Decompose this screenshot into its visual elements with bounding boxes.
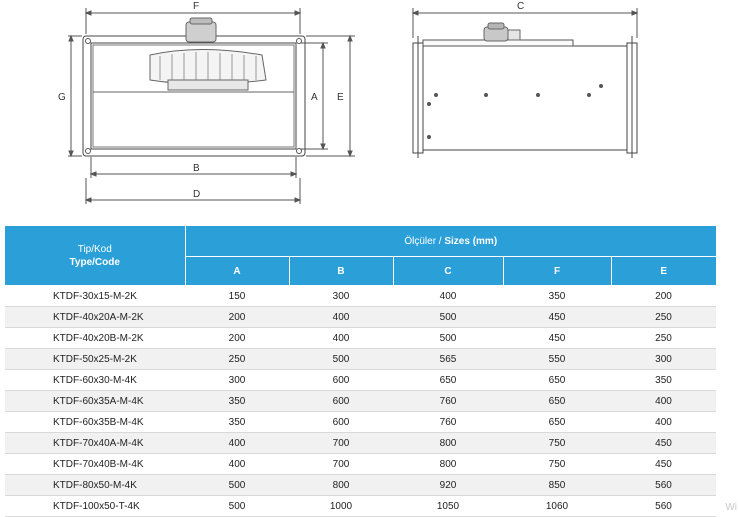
column-header-a: A: [185, 257, 289, 286]
size-cell-e: 450: [611, 454, 716, 475]
size-cell-f: 450: [503, 307, 611, 328]
dim-label-D: D: [193, 189, 201, 200]
size-cell-e: 560: [611, 475, 716, 496]
dim-label-G: G: [58, 92, 66, 103]
size-cell-c: 920: [393, 475, 503, 496]
size-cell-b: 600: [289, 370, 393, 391]
size-cell-a: 350: [185, 391, 289, 412]
size-cell-c: 500: [393, 307, 503, 328]
dim-label-C: C: [517, 1, 525, 12]
table-row: [5, 349, 716, 370]
size-cell-f: 850: [503, 475, 611, 496]
size-cell-c: 500: [393, 328, 503, 349]
watermark-text: Wi: [725, 502, 737, 513]
table-row: [5, 433, 716, 454]
sizes-header-tr: Ölçüler /: [404, 235, 445, 247]
table-row: [5, 475, 716, 496]
type-header-en: Type/Code: [69, 256, 120, 268]
size-cell-b: 600: [289, 412, 393, 433]
size-cell-c: 650: [393, 370, 503, 391]
column-header-b: B: [289, 257, 393, 286]
type-code-cell: KTDF-30x15-M-2K: [5, 286, 185, 307]
size-cell-a: 150: [185, 286, 289, 307]
drawing-svg: [0, 0, 739, 215]
size-cell-b: 700: [289, 454, 393, 475]
size-cell-b: 800: [289, 475, 393, 496]
table-row: [5, 391, 716, 412]
type-code-cell: KTDF-40x20A-M-2K: [5, 307, 185, 328]
type-code-cell: KTDF-70x40A-M-4K: [5, 433, 185, 454]
technical-drawings: [0, 0, 739, 215]
size-cell-b: 1000: [289, 496, 393, 517]
column-header-f: F: [503, 257, 611, 286]
size-cell-f: 750: [503, 433, 611, 454]
table-row: [5, 370, 716, 391]
size-cell-f: 350: [503, 286, 611, 307]
table-row: [5, 286, 716, 307]
size-cell-f: 750: [503, 454, 611, 475]
table-row: [5, 454, 716, 475]
type-code-cell: KTDF-60x35A-M-4K: [5, 391, 185, 412]
column-header-c: C: [393, 257, 503, 286]
type-code-cell: KTDF-60x35B-M-4K: [5, 412, 185, 433]
type-code-cell: KTDF-60x30-M-4K: [5, 370, 185, 391]
size-cell-c: 800: [393, 433, 503, 454]
size-cell-b: 400: [289, 307, 393, 328]
type-code-cell: KTDF-100x50-T-4K: [5, 496, 185, 517]
table-row: [5, 307, 716, 328]
size-cell-c: 565: [393, 349, 503, 370]
size-cell-a: 500: [185, 475, 289, 496]
size-cell-e: 450: [611, 433, 716, 454]
size-cell-e: 350: [611, 370, 716, 391]
size-cell-a: 200: [185, 307, 289, 328]
size-cell-c: 760: [393, 412, 503, 433]
size-cell-a: 250: [185, 349, 289, 370]
size-cell-f: 450: [503, 328, 611, 349]
sizes-header: [185, 226, 716, 257]
type-code-cell: KTDF-70x40B-M-4K: [5, 454, 185, 475]
dim-label-E: E: [337, 92, 344, 103]
size-cell-f: 650: [503, 412, 611, 433]
size-cell-c: 760: [393, 391, 503, 412]
size-cell-b: 600: [289, 391, 393, 412]
size-cell-c: 800: [393, 454, 503, 475]
size-cell-c: 1050: [393, 496, 503, 517]
size-cell-f: 1060: [503, 496, 611, 517]
size-cell-b: 300: [289, 286, 393, 307]
size-cell-c: 400: [393, 286, 503, 307]
size-cell-a: 350: [185, 412, 289, 433]
size-cell-b: 500: [289, 349, 393, 370]
size-cell-b: 700: [289, 433, 393, 454]
type-code-cell: KTDF-80x50-M-4K: [5, 475, 185, 496]
size-cell-a: 400: [185, 454, 289, 475]
size-cell-e: 560: [611, 496, 716, 517]
size-cell-e: 400: [611, 391, 716, 412]
type-code-header: [5, 226, 185, 286]
sizes-table: [5, 226, 716, 517]
size-cell-f: 650: [503, 370, 611, 391]
table-row: [5, 496, 716, 517]
fan-impeller-icon: [150, 18, 266, 90]
dim-label-B: B: [193, 163, 200, 174]
size-cell-f: 550: [503, 349, 611, 370]
type-code-cell: KTDF-40x20B-M-2K: [5, 328, 185, 349]
motor-icon: [484, 23, 520, 41]
size-cell-b: 400: [289, 328, 393, 349]
size-cell-e: 250: [611, 328, 716, 349]
size-cell-a: 500: [185, 496, 289, 517]
size-cell-e: 300: [611, 349, 716, 370]
column-header-e: E: [611, 257, 716, 286]
size-cell-f: 650: [503, 391, 611, 412]
size-cell-a: 200: [185, 328, 289, 349]
sizes-header-en: Sizes (mm): [444, 235, 498, 247]
type-code-cell: KTDF-50x25-M-2K: [5, 349, 185, 370]
type-header-tr: Tip/Kod: [77, 243, 112, 255]
size-cell-e: 200: [611, 286, 716, 307]
table-row: [5, 412, 716, 433]
size-cell-e: 250: [611, 307, 716, 328]
size-cell-e: 400: [611, 412, 716, 433]
dim-label-A: A: [311, 92, 318, 103]
table-row: [5, 328, 716, 349]
dim-label-F: F: [193, 1, 200, 12]
size-cell-a: 400: [185, 433, 289, 454]
size-cell-a: 300: [185, 370, 289, 391]
